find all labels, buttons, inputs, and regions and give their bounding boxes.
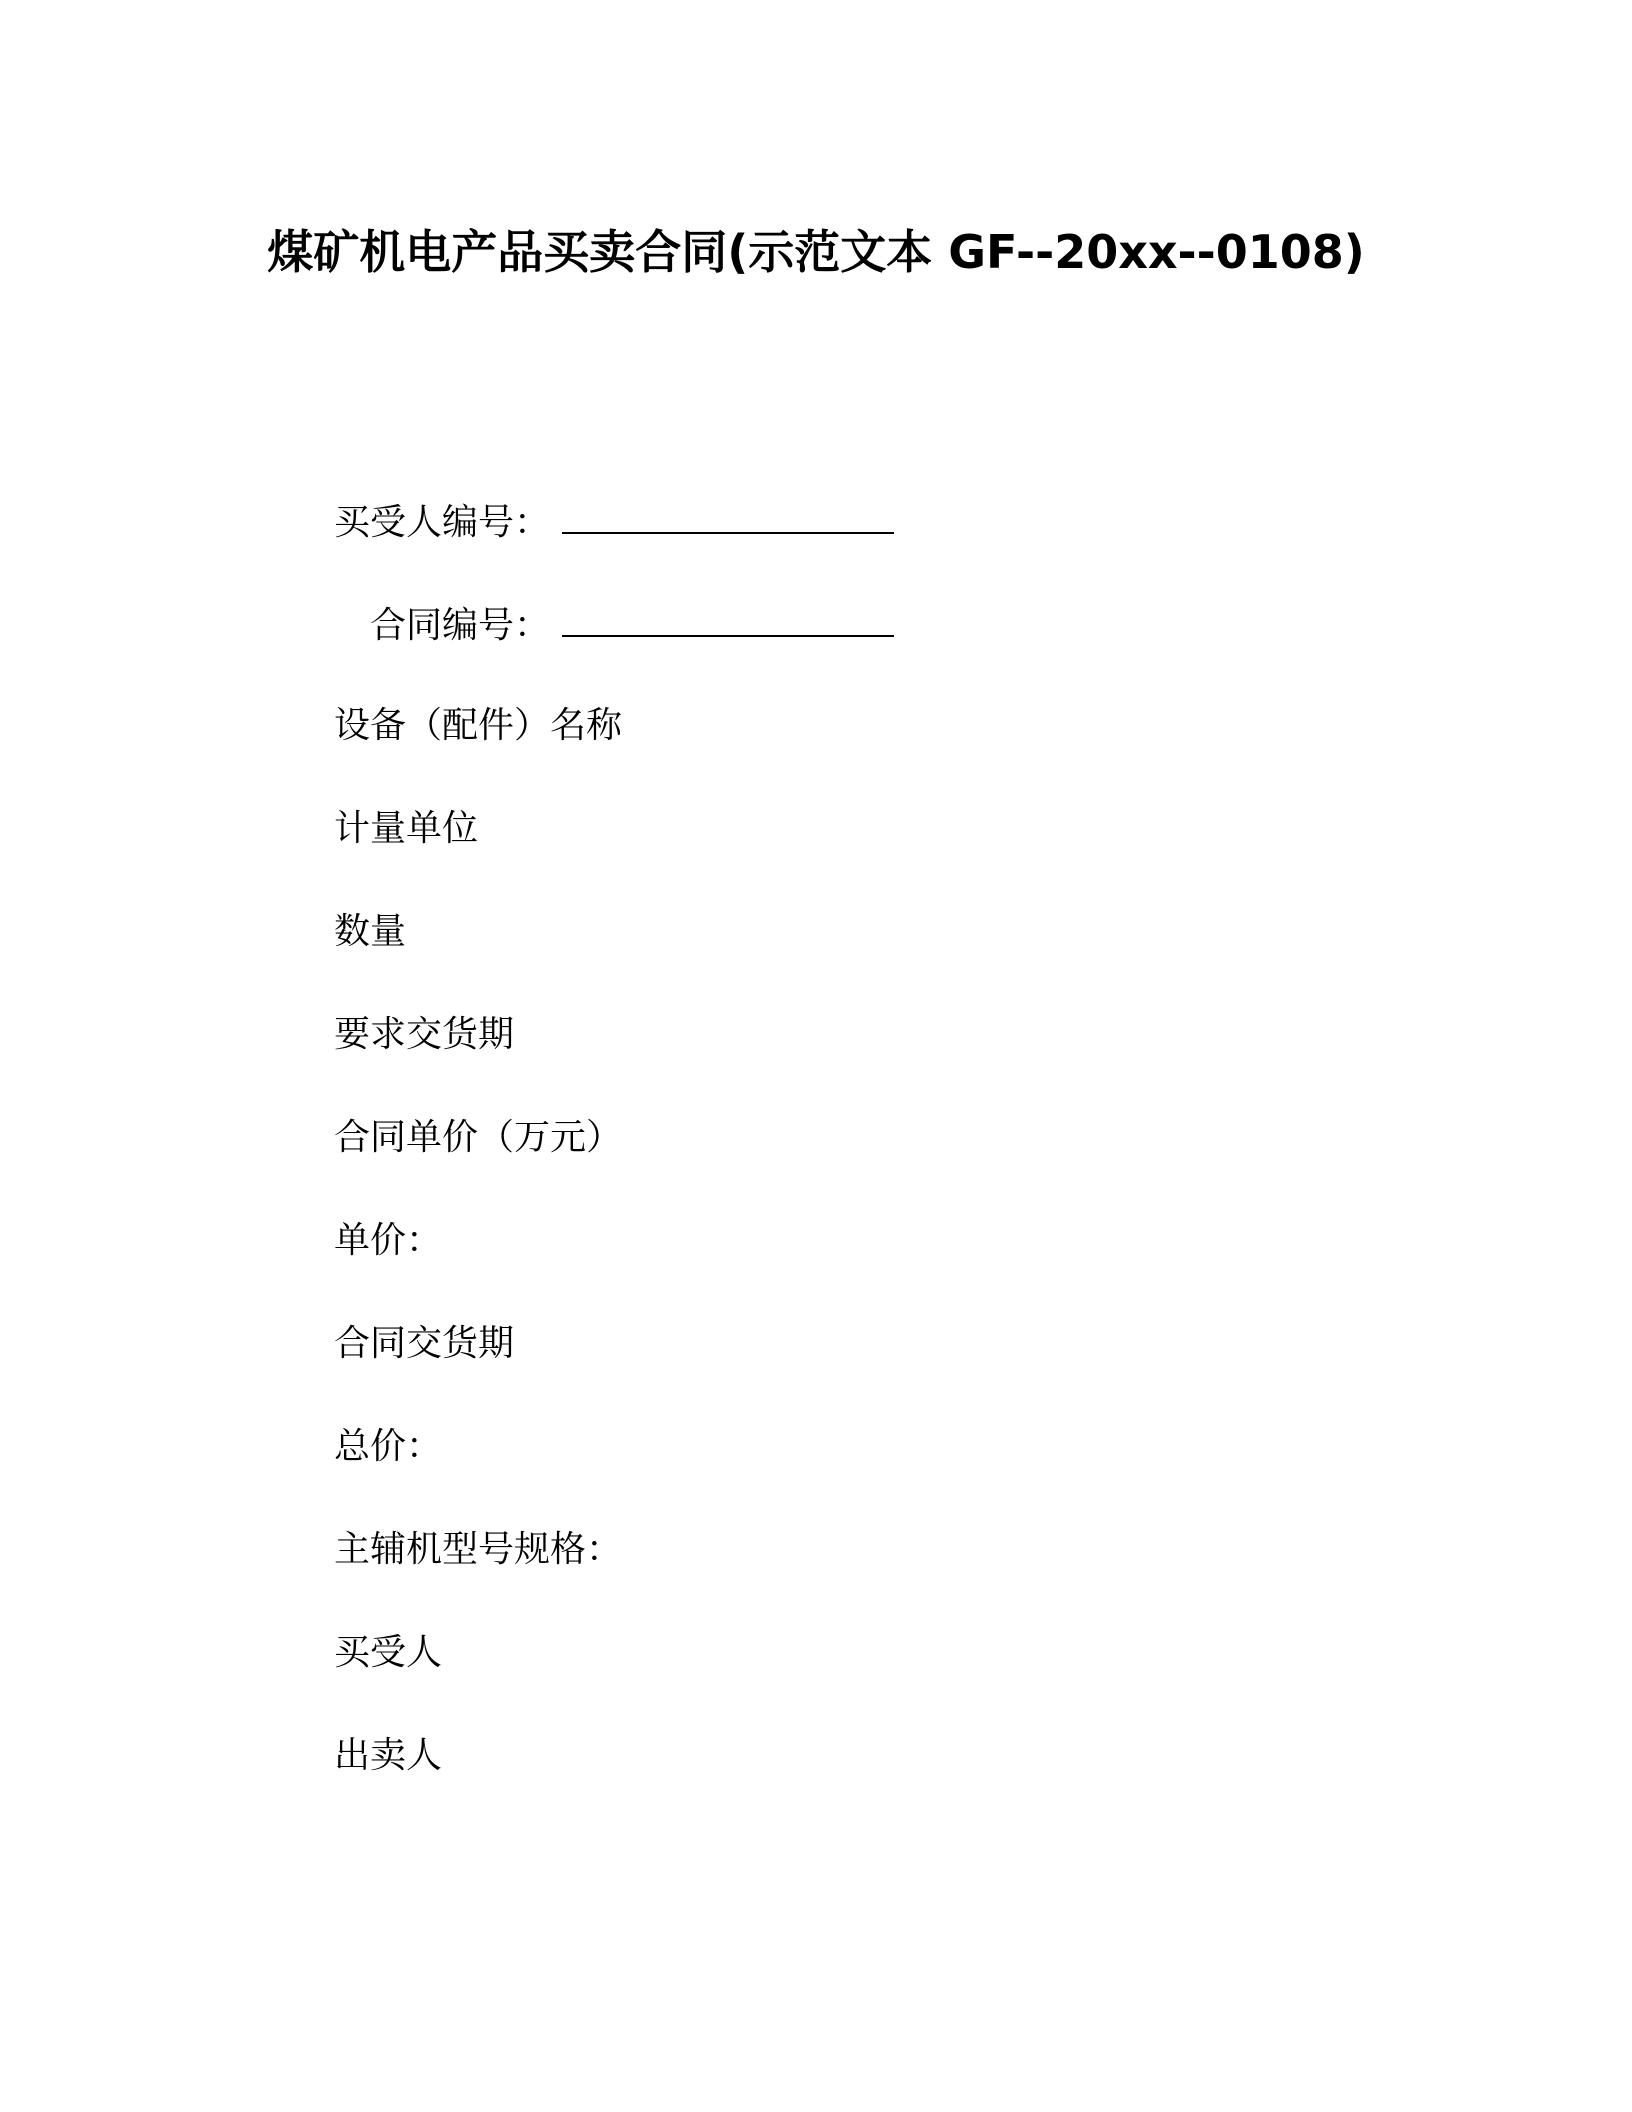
field-unit: 计量单位: [334, 808, 479, 849]
field-required-delivery: 要求交货期: [334, 1014, 515, 1055]
contract-number-blank[interactable]: [562, 599, 894, 637]
field-contract-delivery: 合同交货期: [334, 1323, 515, 1364]
field-unit-price: 单价：: [334, 1220, 443, 1261]
document-title: 煤矿机电产品买卖合同(示范文本 GF--20xx--0108): [267, 225, 1365, 279]
contract-number-row: [370, 599, 894, 650]
field-model-spec: 主辅机型号规格：: [334, 1529, 623, 1570]
buyer-number-blank[interactable]: [562, 496, 894, 534]
field-quantity: 数量: [334, 911, 407, 952]
buyer-number-label: 买受人编号：: [334, 502, 551, 543]
buyer-number-row: [334, 496, 894, 547]
field-contract-unit-price: 合同单价（万元）: [334, 1117, 623, 1158]
contract-number-label: 合同编号：: [370, 605, 551, 646]
field-buyer: 买受人: [334, 1632, 443, 1673]
field-total-price: 总价：: [334, 1426, 443, 1467]
field-seller: 出卖人: [334, 1735, 443, 1776]
field-equipment-name: 设备（配件）名称: [334, 705, 623, 746]
